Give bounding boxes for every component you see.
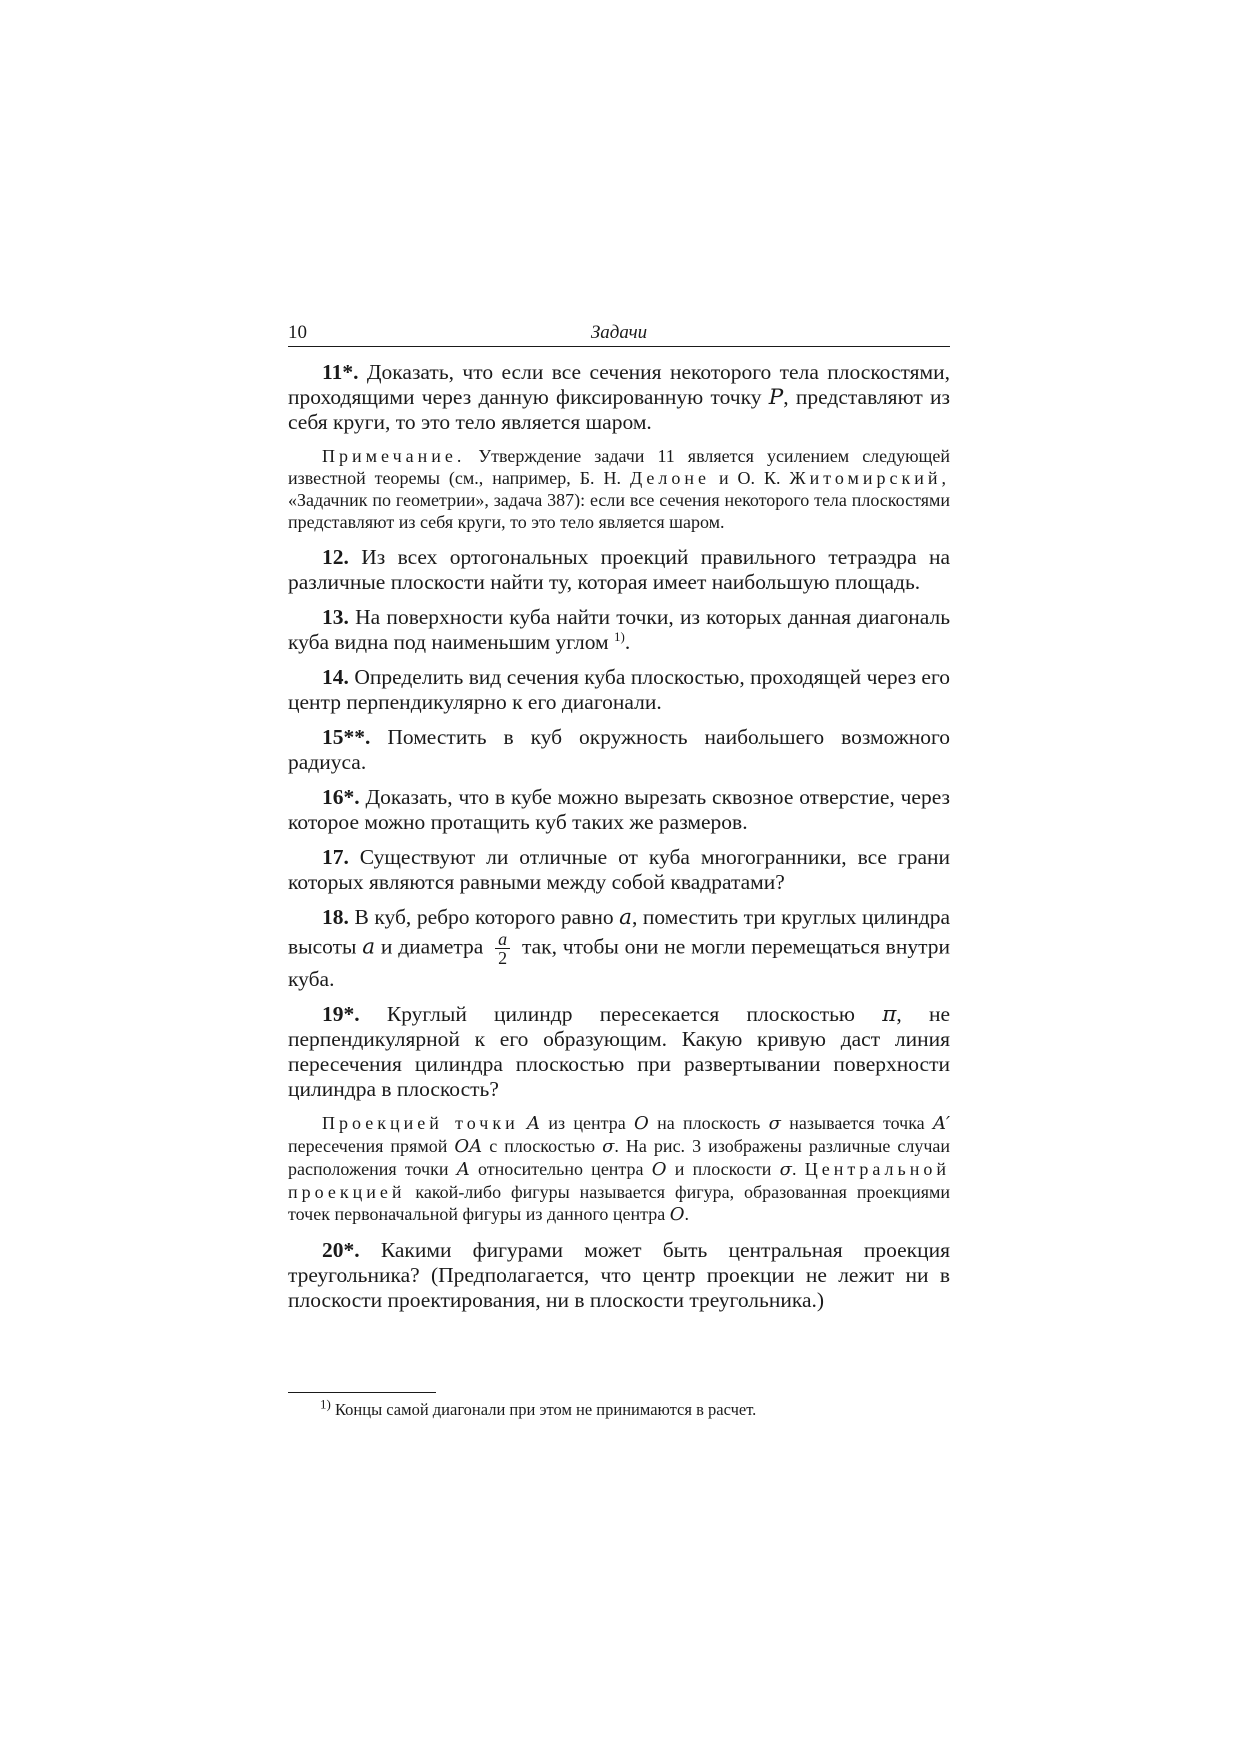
problem-label: 18.: [322, 905, 349, 929]
problem-11: 11*. Доказать, что если все сечения некоторого тела плоскостями, проходящими через данную фиксированную точку P, представляют из себя круги, то это тело является шаром.: [288, 360, 951, 434]
problem-label: 17.: [322, 845, 349, 869]
problem-12: 12. Из всех ортогональных проекций правильного тетраэдра на различные плоскости найти ту, которая имеет наибольшую площадь.: [288, 545, 950, 594]
problem-19: 19*. Круглый цилиндр пересекается плоскостью π, не перпендикулярной к его образующим. Какую кривую даст линия пересечения цилиндра плоскостью при развертывании поверхности цилиндра в плоскость?: [288, 1002, 951, 1101]
problem-13: 13. На поверхности куба найти точки, из которых данная диагональ куба видна под наименьшим углом $^{1)}$.: [288, 605, 951, 654]
problem-label: 19*.: [322, 1002, 360, 1026]
note-11: Примечание. Утверждение задачи 11 является усилением следующей известной теоремы (см., например, Б. Н. Делоне и О. К. Житомирский, «Задачник по геометрии», задача 387): если все сечения некоторого тела плоскостями представляют из себя круги, то это тело является шаром.: [288, 446, 951, 532]
problem-20: 20*. Какими фигурами может быть центральная проекция треугольника? (Предполагается, что центр проекции не лежит ни в плоскости проектирования, ни в плоскости треугольника.): [288, 1238, 951, 1312]
problem-label: 15**.: [322, 725, 371, 749]
problem-label: 14.: [322, 665, 349, 689]
footnote-rule: [288, 1392, 436, 1393]
footnote-mark: 1): [320, 1396, 331, 1412]
problem-18: 18. В куб, ребро которого равно a, поместить три круглых цилиндра высоты a и диаметра $\frac{a}{2}$ так, чтобы они не могли перемещаться внутри куба.: [288, 905, 950, 991]
footnote-text: Концы самой диагонали при этом не принимаются в расчет.: [334, 1400, 757, 1419]
fraction-a-over-2: $\frac{a}{2}$: [495, 930, 510, 967]
running-title: Задачи: [590, 322, 648, 343]
page-header: [288, 322, 950, 348]
problem-label: 20*.: [322, 1238, 360, 1262]
problem-label: 16*.: [322, 785, 360, 809]
problem-label: 11*.: [322, 360, 359, 384]
problem-14: 14. Определить вид сечения куба плоскостью, проходящей через его центр перпендикулярно к его диагонали.: [288, 665, 950, 714]
problem-label: 13.: [322, 605, 349, 629]
projection-definition: Проекцией точки A из центра O на плоскость σ называется точка A′ пересечения прямой OA с плоскостью σ. На рис. 3 изображены различные случаи расположения точки A относительно центра O и плоскости σ. Центральной проекцией какой-либо фигуры называется фигура, образованная проекциями точек первоначальной фигуры из данного центра O.: [288, 1113, 951, 1225]
page-number: 10: [288, 322, 307, 343]
problem-15: 15**. Поместить в куб окружность наибольшего возможного радиуса.: [288, 725, 950, 774]
note-lead: Примечание.: [322, 446, 466, 466]
problem-16: 16*. Доказать, что в кубе можно вырезать сквозное отверстие, через которое можно протащить куб таких же размеров.: [288, 785, 950, 834]
header-rule: [288, 346, 950, 347]
problem-17: 17. Существуют ли отличные от куба многогранники, все грани которых являются равными между собой квадратами?: [288, 845, 950, 894]
page-content: [288, 360, 950, 1323]
footnote-ref[interactable]: 1): [614, 628, 625, 644]
footnote: [320, 1396, 950, 1420]
problem-label: 12.: [322, 545, 349, 569]
